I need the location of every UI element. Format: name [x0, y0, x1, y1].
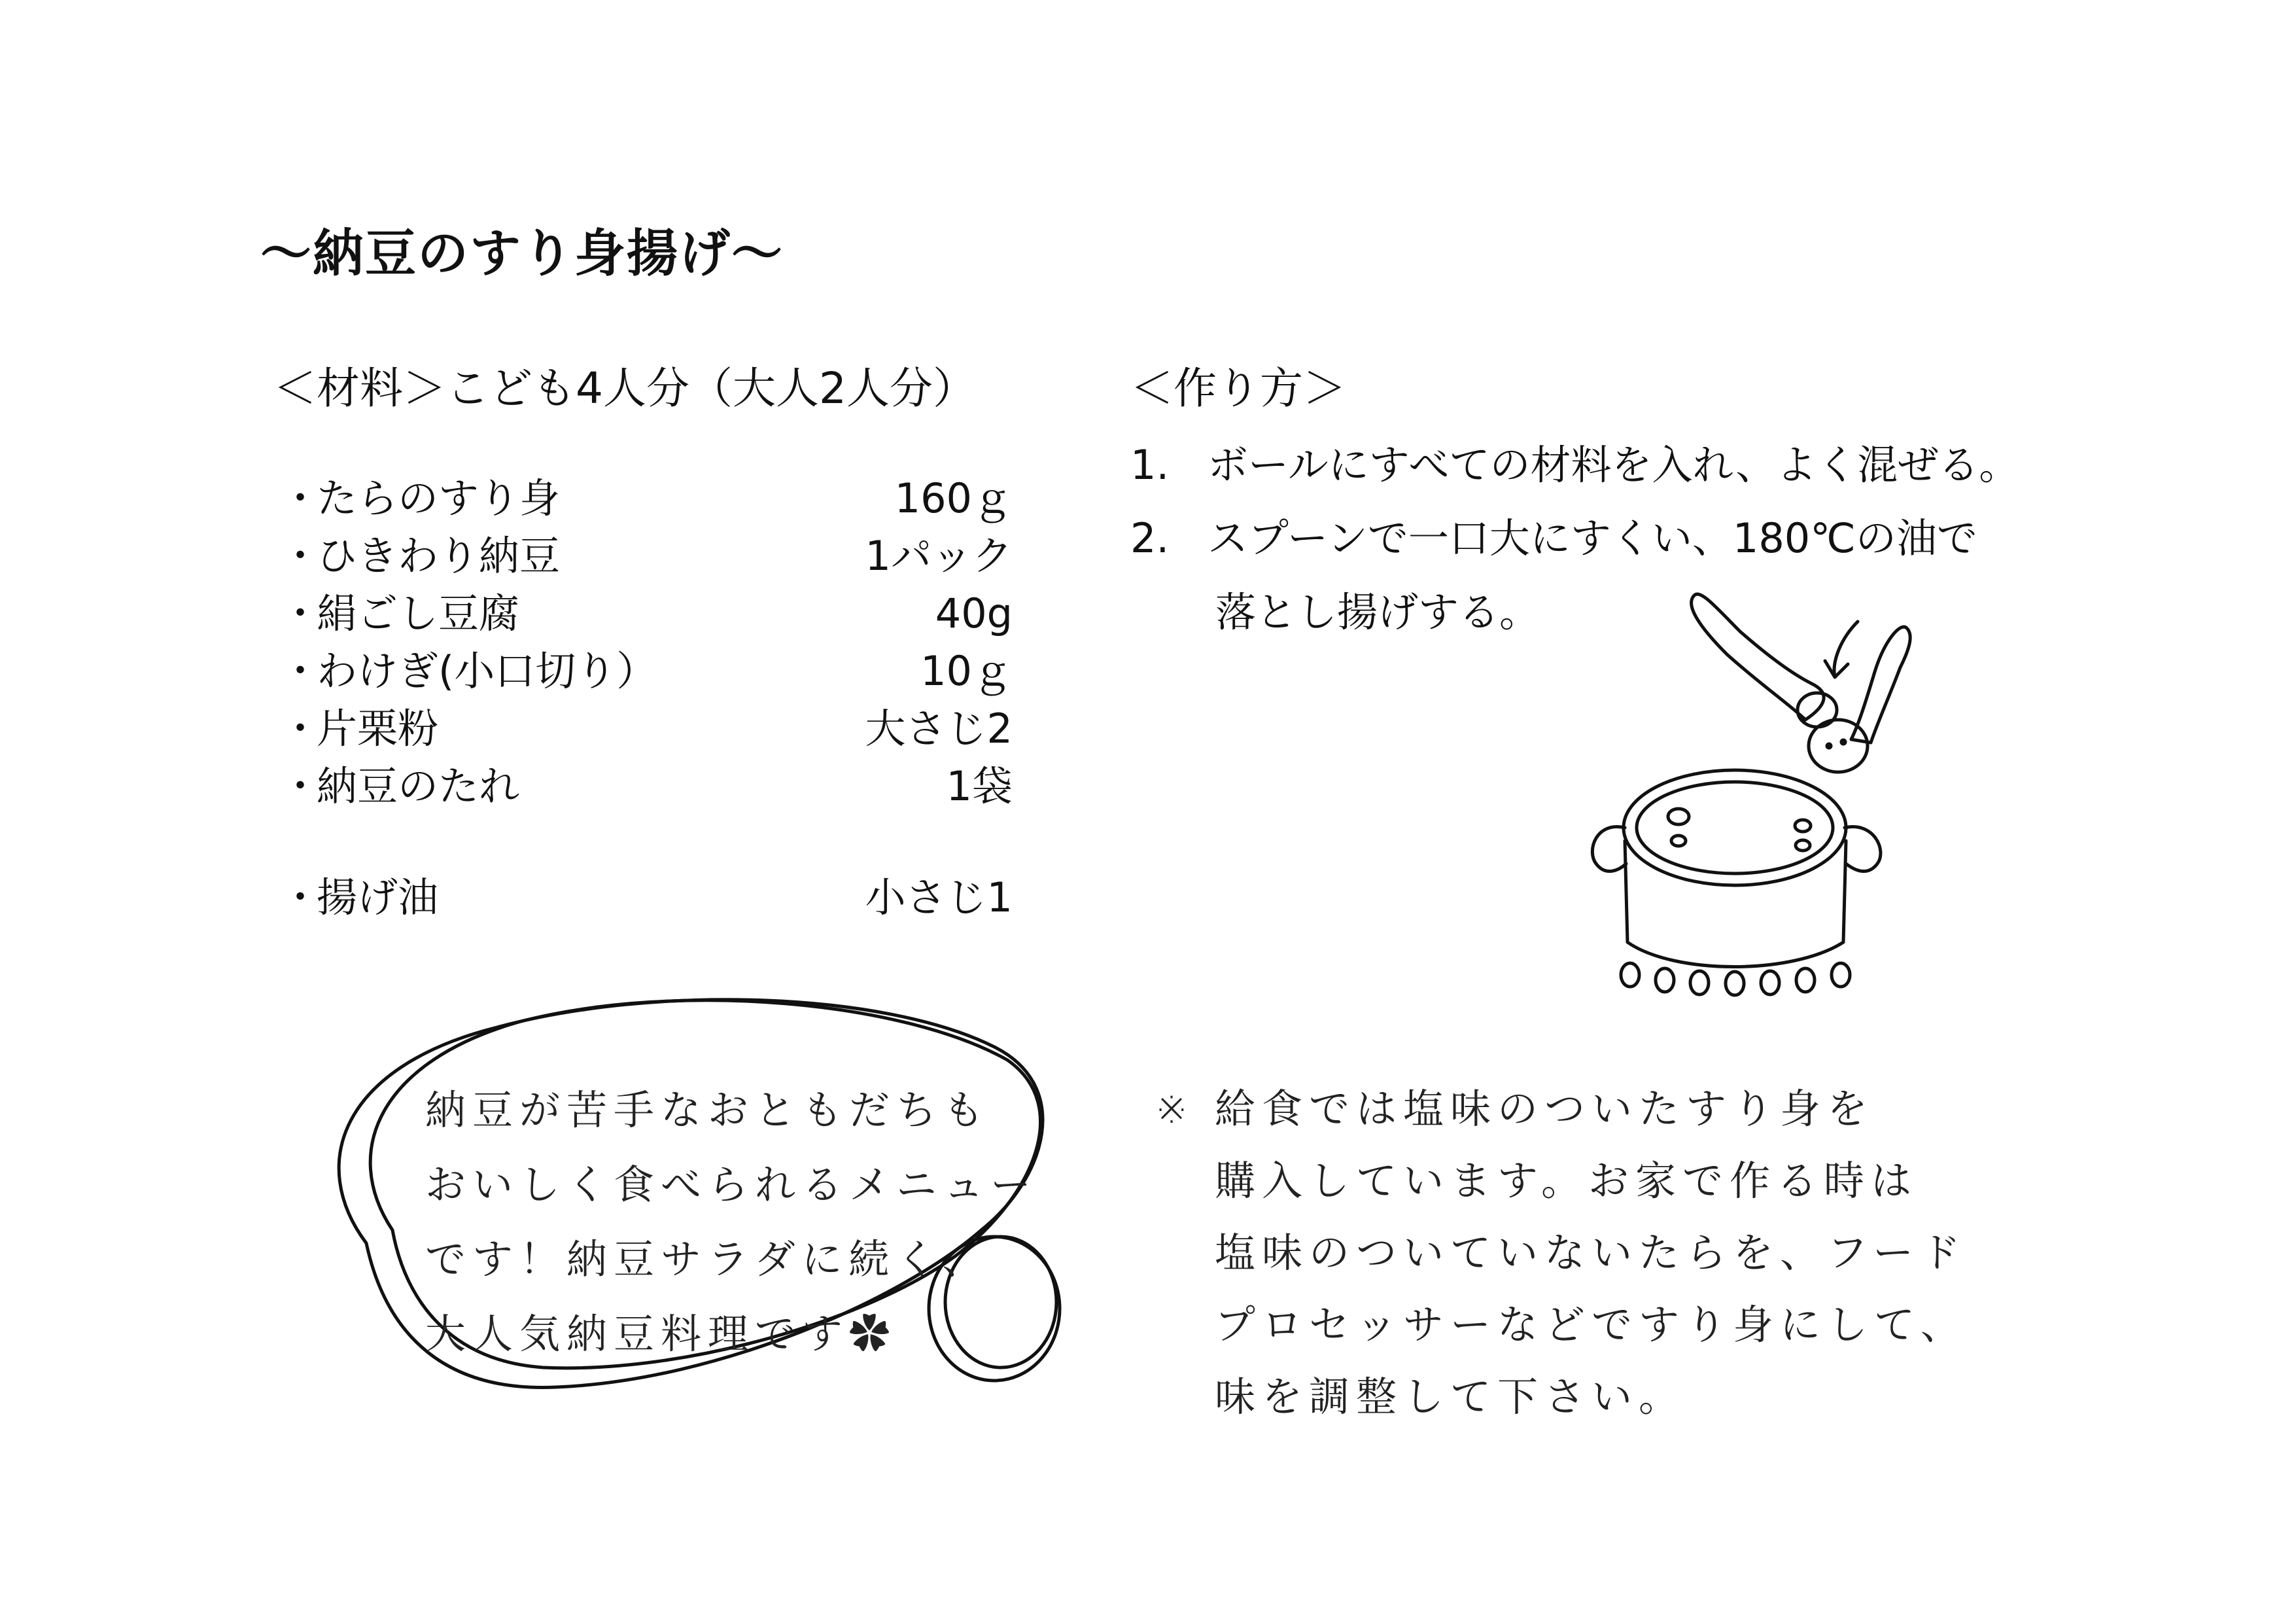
- pot-handle-right: [1845, 827, 1881, 872]
- spoon-right: [1851, 627, 1910, 743]
- speech-bubble-text: [425, 1073, 1037, 1371]
- ingredient-qty: 160ｇ: [894, 474, 1013, 522]
- step-text: スプーンで一口大にすくい、180℃の油で: [1208, 514, 1977, 562]
- ingredient-qty: 1袋: [946, 762, 1013, 810]
- pot-rim-inner: [1637, 782, 1833, 874]
- ingredient-qty: 大さじ2: [865, 705, 1013, 752]
- bullet: ・: [280, 874, 321, 921]
- footnote-text: 給食では塩味のついたすり身を: [1214, 1085, 1874, 1133]
- bullet: ・: [280, 647, 321, 695]
- bubble-line: 納豆が苦手なおともだちも: [425, 1086, 991, 1134]
- pot-illustration: [1592, 594, 1910, 995]
- spoon-left: [1692, 594, 1824, 720]
- spoon-right-bowl: [1809, 720, 1868, 772]
- pot-handle-left: [1592, 827, 1626, 872]
- pot-body: [1625, 841, 1846, 967]
- pot-rim: [1624, 770, 1846, 885]
- footnote-line: 購入しています。お家で作る時は: [1215, 1157, 1919, 1205]
- bubble-line: 大人気納豆料理です✿: [425, 1310, 897, 1358]
- ingredient-qty: 40g: [935, 590, 1013, 637]
- arrow: [1825, 622, 1858, 677]
- ingredient-name: わけぎ(小口切り）: [317, 647, 657, 695]
- footnote-line: プロセッサーなどですり身にして、: [1215, 1301, 1968, 1349]
- ingredient-name: 納豆のたれ: [317, 762, 520, 810]
- method-heading: ＜作り方＞: [1130, 363, 1346, 414]
- ingredients-heading: ＜材料＞こども4人分（大人2人分）: [273, 363, 976, 414]
- bullet: ・: [280, 590, 321, 637]
- footnote-line-1: [1155, 1073, 1968, 1145]
- reference-mark: ※: [1155, 1085, 1195, 1133]
- bullet: ・: [280, 705, 321, 752]
- ingredient-name: 片栗粉: [317, 705, 439, 752]
- bubble-line: おいしく食べられるメニュー: [425, 1161, 1038, 1209]
- bullet: ・: [280, 762, 321, 810]
- recipe-title: 〜納豆のすり身揚げ〜: [260, 224, 784, 283]
- ingredient-qty: 1パック: [865, 532, 1013, 580]
- step-text: ボールにすべての材料を入れ、よく混ぜる。: [1208, 441, 2020, 489]
- ingredient-name: 絹ごし豆腐: [317, 590, 520, 637]
- bullet: ・: [280, 532, 321, 580]
- footnote: [1155, 1073, 1968, 1433]
- method-step-2-continuation: 落とし揚げする。: [1215, 588, 1540, 636]
- step-number: 2.: [1130, 514, 1170, 562]
- step-number: 1.: [1130, 441, 1170, 489]
- ingredient-name: ひきわり納豆: [317, 532, 561, 580]
- ingredient-name: 揚げ油: [317, 874, 439, 921]
- ingredient-name: たらのすり身: [317, 474, 561, 522]
- ingredient-qty: 小さじ1: [865, 874, 1013, 921]
- ingredient-qty: 10ｇ: [920, 647, 1013, 695]
- bullet: ・: [280, 474, 321, 522]
- footnote-line: 味を調整して下さい。: [1215, 1373, 1686, 1421]
- bubble-line: です！納豆サラダに続く、: [425, 1235, 990, 1283]
- footnote-line: 塩味のついていないたらを、フード: [1215, 1229, 1968, 1277]
